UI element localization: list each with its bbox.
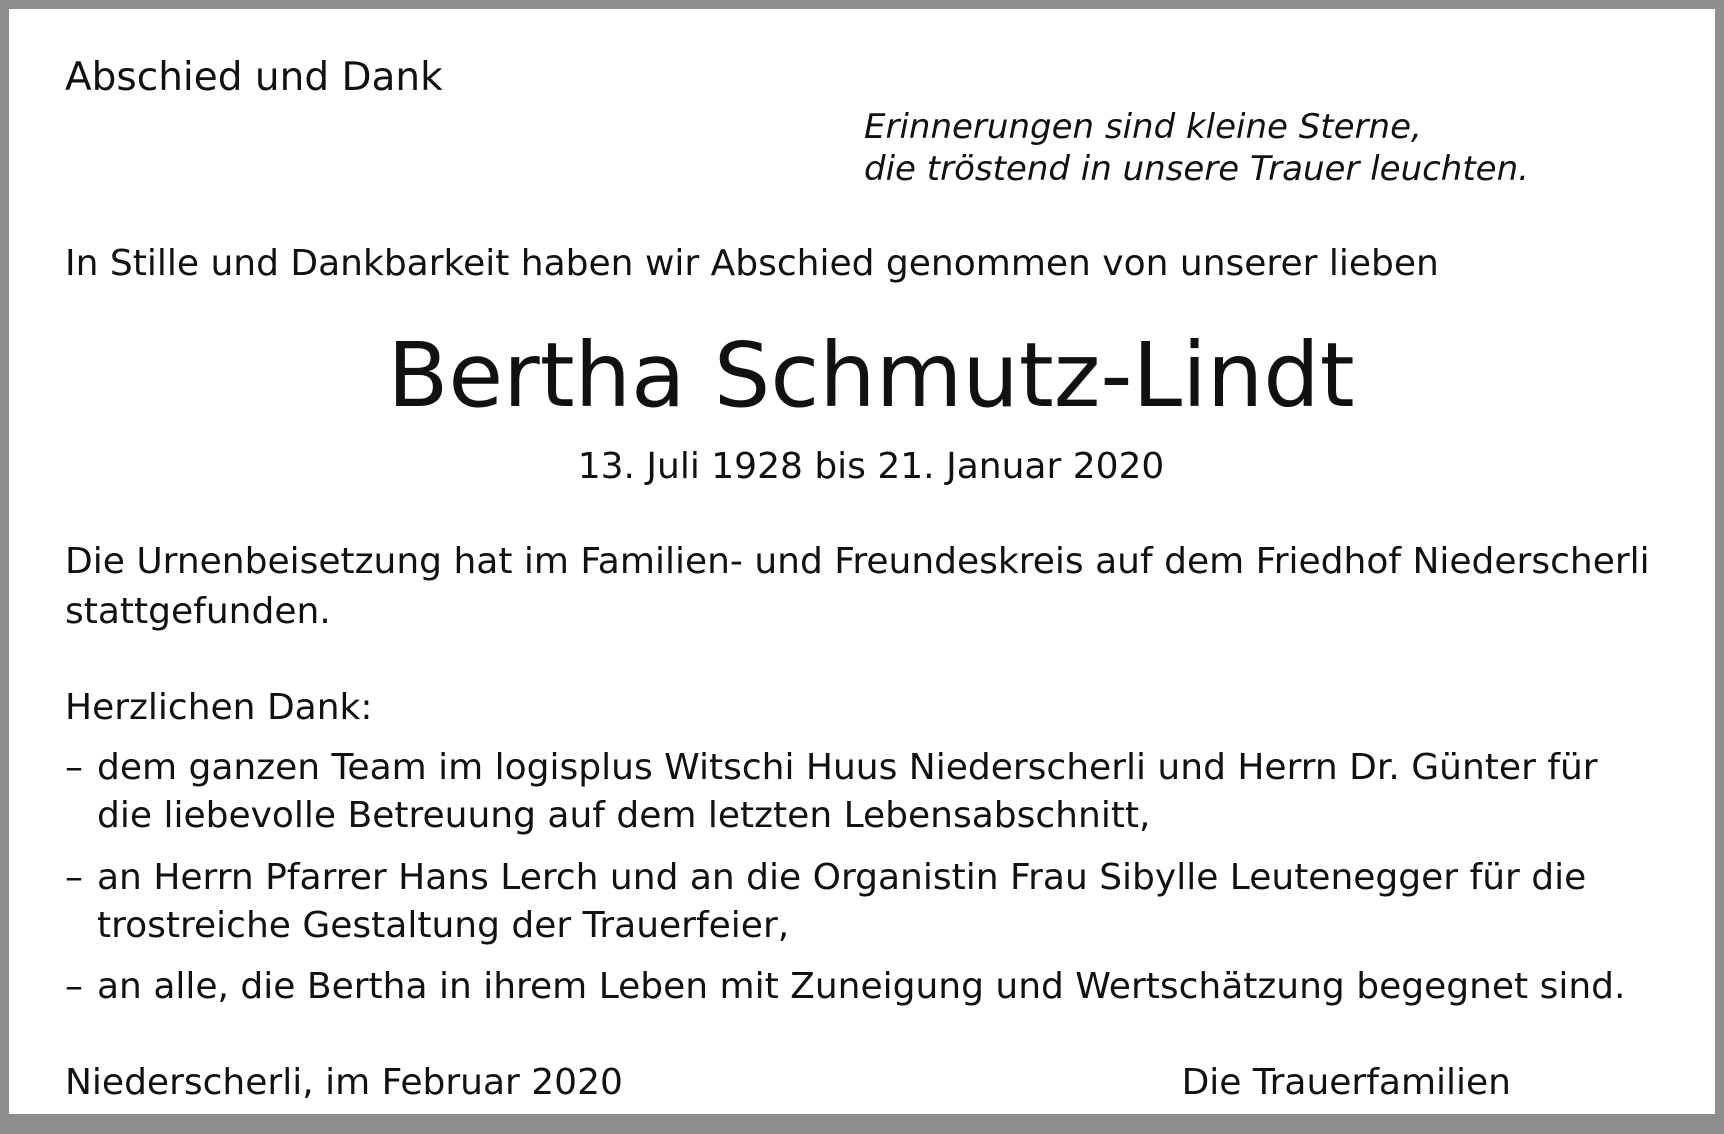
signature: Die Trauerfamilien (1181, 1062, 1511, 1103)
thanks-heading: Herzlichen Dank: (65, 687, 373, 728)
life-dates: 13. Juli 1928 bis 21. Januar 2020 (577, 446, 1165, 487)
intro-text: In Stille und Dankbarkeit haben wir Abschied genommen von unserer lieben (65, 243, 1439, 284)
burial-text-line-2: stattgefunden. (65, 591, 331, 632)
thanks-item-3-line-1: an alle, die Bertha in ihrem Leben mit Zuneigung und Wertschätzung begegnet sind. (97, 966, 1626, 1007)
thanks-item-1-dash: – (65, 747, 83, 788)
quote-line-1: Erinnerungen sind kleine Sterne, (864, 107, 1422, 147)
thanks-item-3-dash: – (65, 966, 83, 1007)
thanks-item-2-line-2: trostreiche Gestaltung der Trauerfeier, (97, 905, 790, 946)
burial-text-line-1: Die Urnenbeisetzung hat im Familien- und Freundeskreis auf dem Friedhof Niederscherli (65, 541, 1650, 582)
thanks-item-2-line-1: an Herrn Pfarrer Hans Lerch und an die Organistin Frau Sibylle Leutenegger für die (97, 857, 1587, 898)
place-and-date: Niederscherli, im Februar 2020 (65, 1062, 623, 1103)
deceased-name: Bertha Schmutz-Lindt (387, 323, 1355, 427)
thanks-item-1-line-2: die liebevolle Betreuung auf dem letzten Lebensabschnitt, (97, 795, 1151, 836)
quote-line-2: die tröstend in unsere Trauer leuchten. (864, 149, 1529, 189)
thanks-item-1-line-1: dem ganzen Team im logisplus Witschi Huus Niederscherli und Herrn Dr. Günter für (97, 747, 1598, 788)
thanks-item-2-dash: – (65, 857, 83, 898)
notice-heading: Abschied und Dank (65, 55, 443, 100)
